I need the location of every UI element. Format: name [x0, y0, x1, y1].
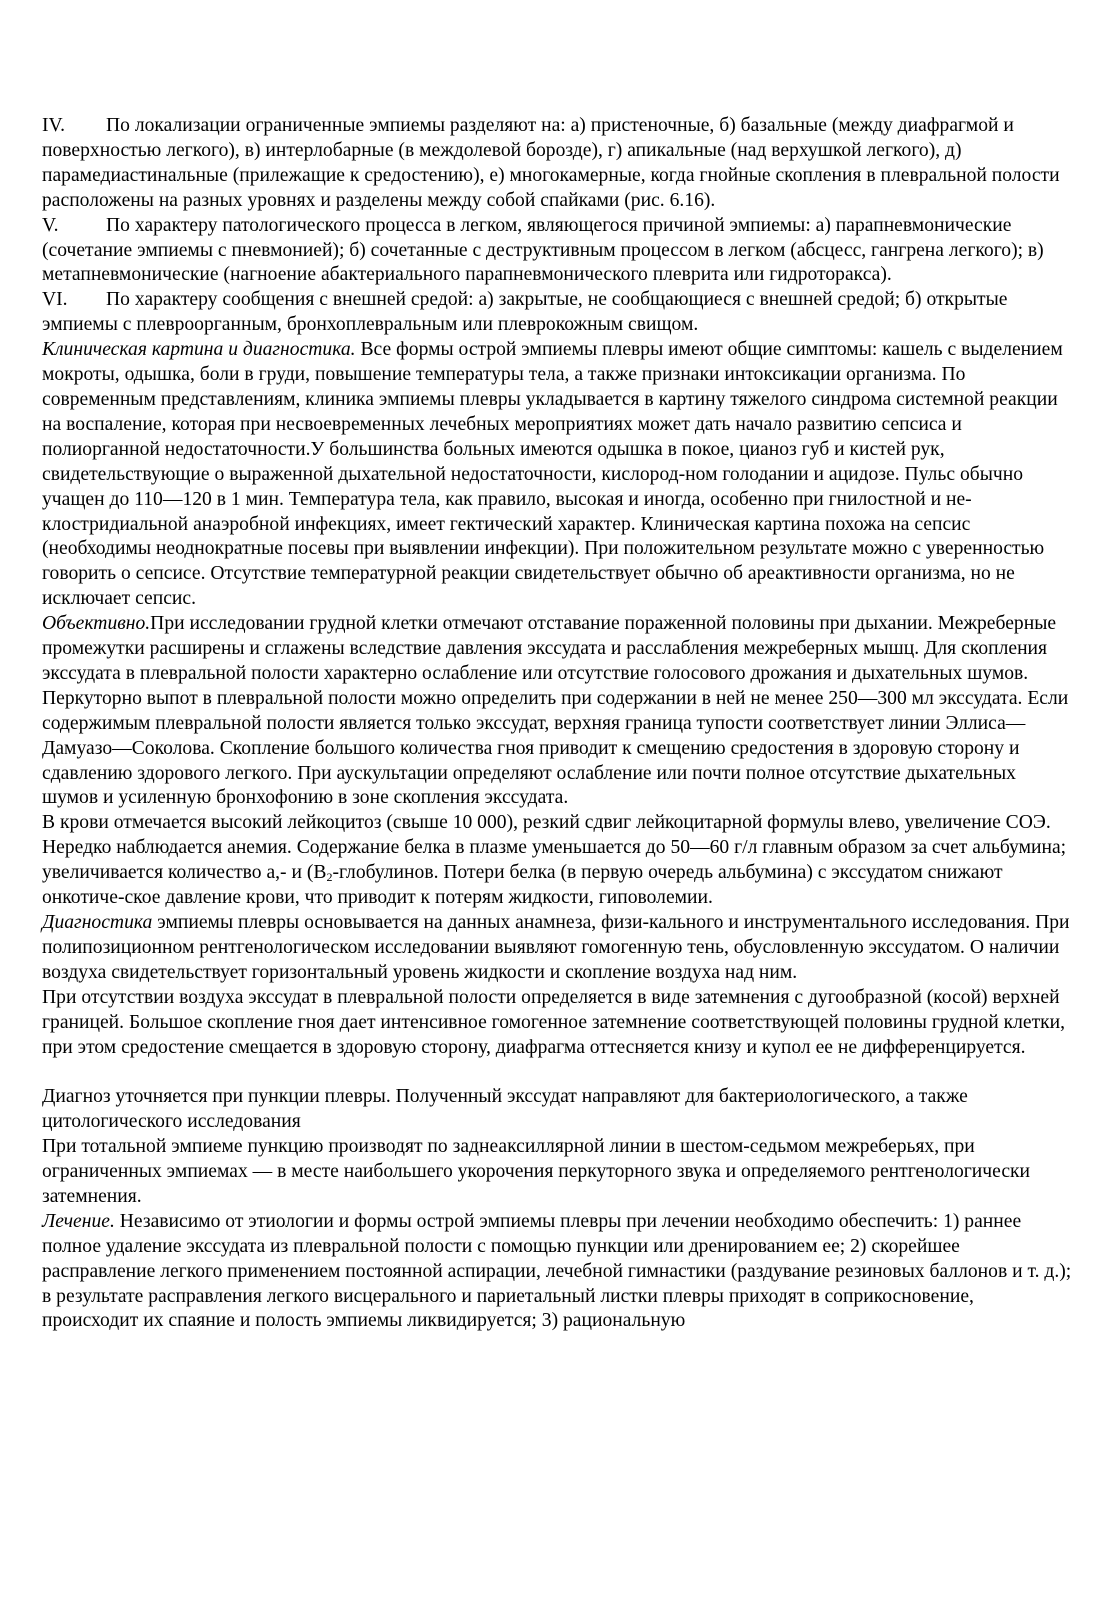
item-text: По характеру патологического процесса в легком, являющегося причиной эмпиемы: а) парапневмонические (сочетание эмпиемы с пневмонией); б) сочетанные с деструктивным процессом в легком (абсцесс, гангрена легкого); в) метапневмонические (нагноение абактериального парапневмонического плеврита или гидроторакса).: [42, 214, 1044, 286]
objective-text: При исследовании грудной клетки отмечают отставание пораженной половины при дыхании. Межреберные промежутки расширены и сглажены вследствие давления экссудата и расслабления межреберных мышц. Для скопления экссудата в плевральной полости характерно ослабление или отсутствие голосового дрожания и дыхательных шумов. Перкуторно выпот в плевральной полости можно определить при содержании в ней не менее 250—300 мл экссудата. Если содержимым плевральной полости является только экссудат, верхняя граница тупости соответствует линии Эллиса—Дамуазо—Соколова. Скопление большого количества гноя приводит к смещению средостения в здоровую сторону и сдавлению здорового легкого. При аускультации определяют ослабление или почти полное отсутствие дыхательных шумов и усиленную бронхофонию в зоне скопления экссудата.: [42, 613, 1069, 809]
classification-item-v: [42, 214, 1072, 289]
objective-heading: Объективно.: [42, 613, 151, 635]
item-text: По локализации ограниченные эмпиемы разделяют на: а) пристеночные, б) базальные (между диафрагмой и поверхностью легкого), в) интерлобарные (в междолевой борозде), г) апикальные (над верхушкой легкого), д) парамедиастинальные (прилежащие к средостению), е) многокамерные, когда гнойные скопления в плевральной полости расположены на разных уровнях и разделены между собой спайками (рис. 6.16).: [42, 115, 1060, 211]
diagnostics-text: эмпиемы плевры основывается на данных анамнеза, физи-кального и инструментального исследования. При полипозиционном рентгенологическом исследовании выявляют гомогенную тень, обусловленную экссудатом. О наличии воздуха свидетельствует горизонтальный уровень жидкости и скопление воздуха над ним.: [42, 912, 1070, 983]
blood-text-a: В крови отмечается высокий лейкоцитоз (свыше 10 000), резкий сдвиг лейкоцитарной формулы влево, увеличение СОЭ. Нередко наблюдается анемия. Содержание белка в плазме уменьшается до 50—60 г/л главным образом за счет альбумина; увеличивается количество а,- и (В: [42, 812, 1067, 884]
item-number: IV.: [42, 115, 66, 136]
treatment-text: Независимо от этиологии и формы острой эмпиемы плевры при лечении необходимо обеспечить: 1) раннее полное удаление экссудата из плевральной полости с помощью пункции или дренированием ее; 2) скорейшее расправление легкого применением постоянной аспирации, лечебной гимнастики (раздувание резиновых баллонов и т. д.); в результате расправления легкого висцерального и париетальный листки плевры приходят в соприкосновение, происходит их спаяние и полость эмпиемы ликвидируется; 3) рациональную: [42, 1210, 1072, 1332]
blood-text-b: -глобулинов. Потери белка (в первую очередь альбумина) с экссудатом снижают онкотиче-ское давление крови, что приводит к потерям жидкости, гиповолемии.: [42, 862, 1003, 909]
clinical-heading: Клиническая картина и диагностика.: [42, 339, 356, 361]
diagnostics-paragraph: [42, 911, 1072, 986]
puncture-paragraph: Диагноз уточняется при пункции плевры. Полученный экссудат направляют для бактериологического, а также цитологического исследования: [42, 1086, 968, 1133]
classification-item-vi: [42, 288, 1072, 338]
clinical-text: Все формы острой эмпиемы плевры имеют общие симптомы: кашель с выделением мокроты, одышка, боли в груди, повышение температуры тела, а также признаки интоксикации организма. По современным представлениям, клиника эмпиемы плевры укладывается в картину тяжелого синдрома системной реакции на воспаление, которая при несвоевременных лечебных мероприятиях может дать начало развитию сепсиса и полиорганной недостаточности.У большинства больных имеются одышка в покое, цианоз губ и кистей рук, свидетельствующие о выраженной дыхательной недостаточности, кислород-ном голодании и ацидозе. Пульс обычно учащен до 110—120 в 1 мин. Температура тела, как правило, высокая и иногда, особенно при гнилостной и не-клостридиальной анаэробной инфекциях, имеет гектический характер. Клиническая картина похожа на сепсис (необходимы неоднократные посевы при выявлении инфекции). При положительном результате можно с уверенностью говорить о сепсисе. Отсутствие температурной реакции свидетельствует обычно об ареактивности организма, но не исключает сепсис.: [42, 339, 1063, 610]
treatment-heading: Лечение.: [42, 1210, 115, 1232]
classification-item-iv: [42, 114, 1072, 214]
document-body: [42, 114, 1072, 1334]
treatment-paragraph: [42, 1210, 1072, 1335]
total-empyema-paragraph: При тотальной эмпиеме пункцию производят по заднеаксиллярной линии в шестом-седьмом межреберьях, при ограниченных эмпиемах — в месте наибольшего укорочения перкуторного звука и определяемого рентгенологически затемнения.: [42, 1136, 1031, 1207]
blood-subscript: 2: [326, 870, 333, 885]
blood-paragraph: [42, 811, 1072, 911]
clinical-paragraph: [42, 338, 1072, 612]
item-number: VI.: [42, 289, 68, 311]
item-number: V.: [42, 214, 59, 236]
diagnostics-heading: Диагностика: [42, 912, 153, 933]
blank-line: [42, 1060, 1072, 1085]
objective-paragraph: [42, 612, 1072, 811]
no-air-paragraph: При отсутствии воздуха экссудат в плевральной полости определяется в виде затемнения с дугообразной (косой) верхней границей. Большое скопление гноя дает интенсивное гомогенное затемнение соответствующей половины грудной клетки, при этом средостение смещается в здоровую сторону, диафрагма оттесняется книзу и купол ее не дифференцируется.: [42, 986, 1066, 1058]
item-text: По характеру сообщения с внешней средой: а) закрытые, не сообщающиеся с внешней средой; б) открытые эмпиемы с плевроорганным, бронхоплевральным или плеврокожным свищом.: [42, 289, 1008, 336]
